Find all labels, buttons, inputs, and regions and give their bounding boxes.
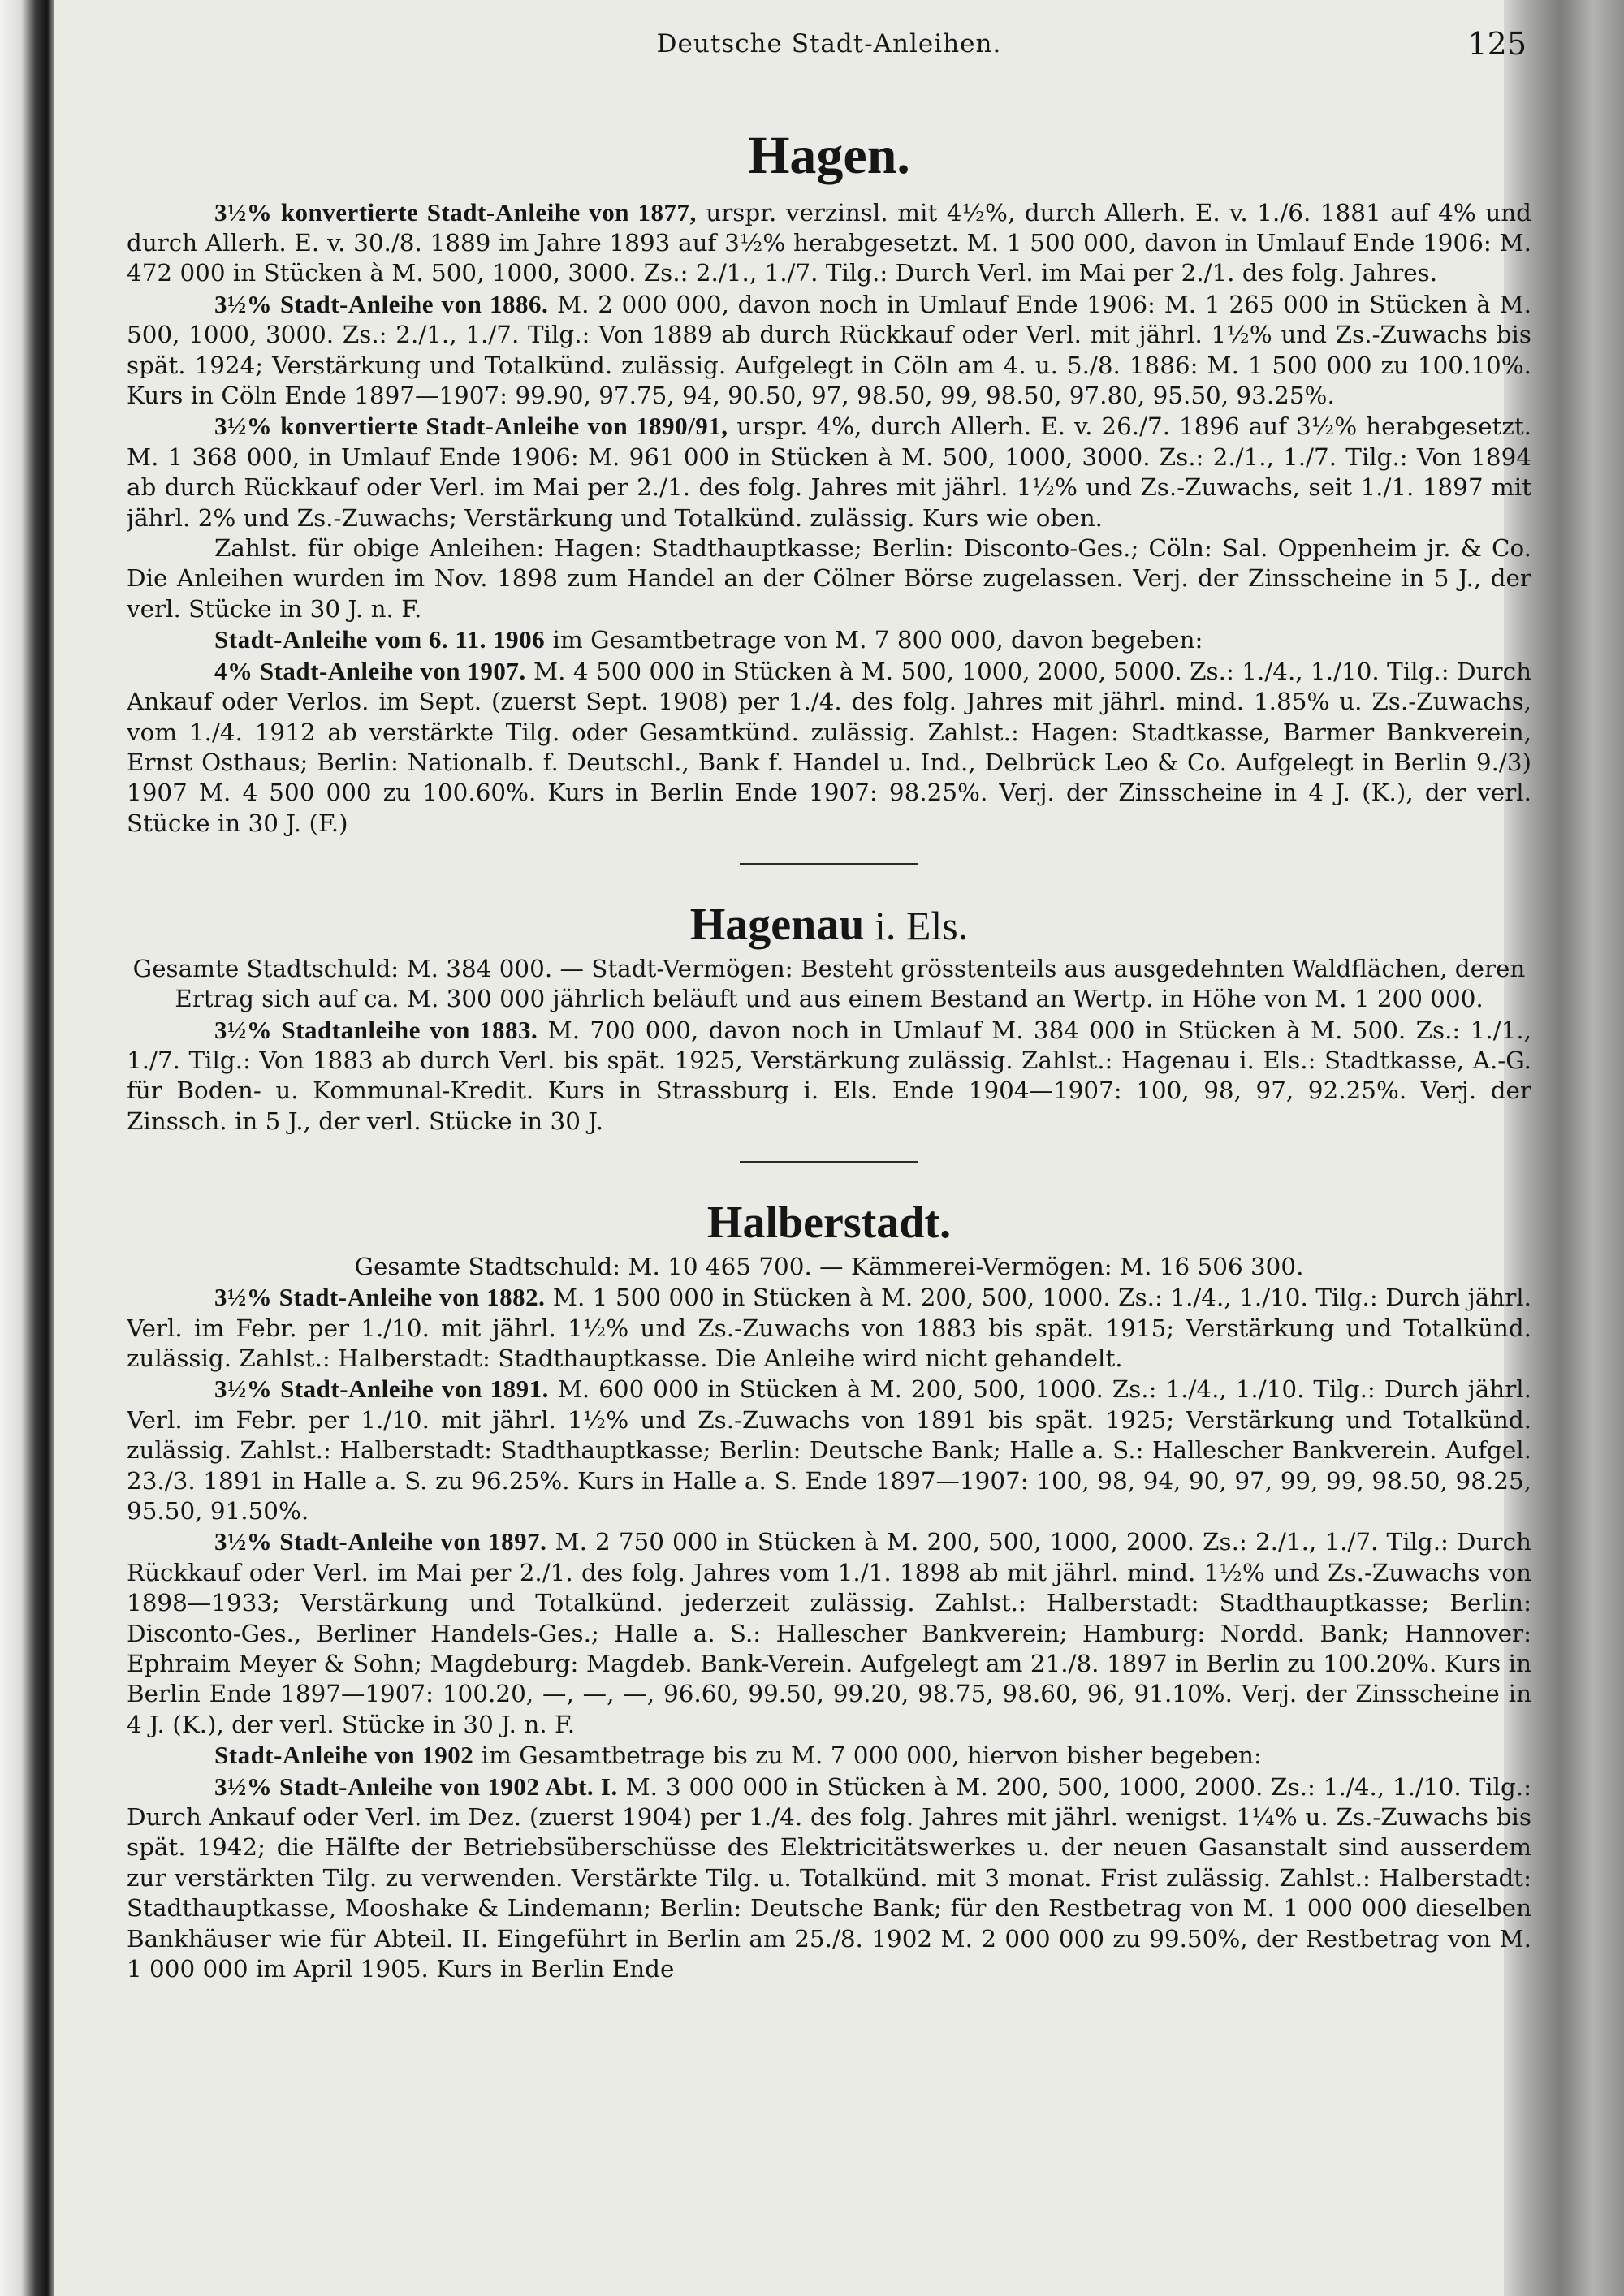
section-title-halberstadt: Halberstadt. [706, 1198, 952, 1249]
section-hagenau [127, 900, 1531, 1137]
paragraph: Zahlst. für obige Anleihen: Hagen: Stadthauptkasse; Berlin: Disconto-Ges.; Cöln: Sal. Oppenheim jr. & Co. Die Anleihen wurden im Nov. 1898 zum Handel an der Cölner Börse zugelassen. Verj. der Zinsscheine in 5 J., der verl. Stücke in 30 J. n. F. [127, 534, 1531, 623]
text-column [127, 24, 1531, 2281]
loan-details: M. 4 500 000 in Stücken à M. 500, 1000, 2000, 5000. Zs.: 1./4., 1./10. Tilg.: Durch Ankauf oder Verlos. im Sept. (zuerst Sept. 1908) per 1./4. des folg. Jahres mit jährl. mind. 1.85% u. Zs.-Zuwachs, vom 1./4. 1912 ab verstärkte Tilg. oder Gesamtkünd. zulässig. Zahlst.: Hagen: Stadtkasse, Barmer Bankverein, Ernst Osthaus; Berlin: Nationalb. f. Deutschl., Bank f. Handel u. Ind., Delbrück Leo & Co. Aufgelegt in Berlin 9./3) 1907 M. 4 500 000 zu 100.60%. Kurs in Berlin Ende 1907: 98.25%. Verj. der Zinsscheine in 4 J. (K.), der verl. Stücke in 30 J. (F.) [127, 657, 1531, 837]
loan-details: urspr. 4%, durch Allerh. E. v. 26./7. 1896 auf 3½% herabgesetzt. M. 1 368 000, in Umlauf Ende 1906: M. 961 000 in Stücken à M. 500, 1000, 3000. Zs.: 2./1., 1./7. Tilg.: Von 1894 ab durch Rückkauf oder Verl. im Mai per 2./1. des folg. Jahres mit jährl. 1½% und Zs.-Zuwachs, seit 1./1. 1897 mit jährl. 2% und Zs.-Zuwachs; Verstärkung und Totalkünd. zulässig. Kurs wie oben. [127, 412, 1531, 532]
running-header [127, 24, 1531, 70]
paragraph [127, 411, 1531, 533]
loan-details: urspr. verzinsl. mit 4½%, durch Allerh. E. v. 1./6. 1881 auf 4% und durch Allerh. E. v. 30./8. 1889 im Jahre 1893 auf 3½% herabgesetzt. M. 1 500 000, davon in Umlauf Ende 1906: M. 472 000 in Stücken à M. 500, 1000, 3000. Zs.: 2./1., 1./7. Tilg.: Durch Verl. im Mai per 2./1. des folg. Jahres. [127, 198, 1531, 287]
loan-heading: Stadt-Anleihe von 1902 [214, 1741, 474, 1770]
section-title-hagen: Hagen. [748, 126, 910, 185]
paragraph [127, 1015, 1531, 1137]
running-title: Deutsche Stadt-Anleihen. [656, 29, 1002, 58]
paragraph [127, 624, 1531, 655]
loan-heading: 3½% Stadt-Anleihe von 1886. [214, 289, 549, 318]
section-hagen [127, 127, 1531, 839]
section-title-hagenau [127, 900, 1531, 951]
paragraph [127, 1374, 1531, 1526]
loan-heading: 3½% Stadt-Anleihe von 1882. [214, 1283, 546, 1312]
paragraph: Gesamte Stadtschuld: M. 10 465 700. — Kämmerei-Vermögen: M. 16 506 300. [354, 1252, 1304, 1280]
loan-heading: 4% Stadt-Anleihe von 1907. [214, 656, 526, 685]
loan-heading: Stadt-Anleihe vom 6. 11. 1906 [214, 625, 546, 654]
loan-heading: 3½% Stadt-Anleihe von 1902 Abt. I. [214, 1772, 618, 1801]
paragraph [127, 289, 1531, 412]
loan-heading: 3½% konvertierte Stadt-Anleihe von 1877, [214, 197, 697, 227]
loan-heading: 3½% konvertierte Stadt-Anleihe von 1890/91, [214, 412, 728, 441]
paragraph [127, 1526, 1531, 1740]
loan-details: M. 700 000, davon noch in Umlauf M. 384 000 in Stücken à M. 500. Zs.: 1./1., 1./7. Tilg.: Von 1883 ab durch Verl. bis spät. 1925, Verstärkung zulässig. Zahlst.: Hagenau i. Els.: Stadtkasse, A.-G. für Boden- u. Kommunal-Kredit. Kurs in Strassburg i. Els. Ende 1904—1907: 100, 98, 97, 92.25%. Verj. der Zinssch. in 5 J., der verl. Stücke in 30 J. [127, 1016, 1531, 1135]
loan-heading: 3½% Stadt-Anleihe von 1891. [214, 1375, 549, 1404]
title-suffix: i. Els. [864, 903, 969, 949]
paragraph [127, 656, 1531, 839]
loan-details: M. 2 750 000 in Stücken à M. 200, 500, 1000, 2000. Zs.: 2./1., 1./7. Tilg.: Durch Rückkauf oder Verl. im Mai per 2./1. des folg. Jahres vom 1./1. 1898 ab mit jährl. mind. 1½% und Zs.-Zuwachs von 1898—1933; Verstärkung und Totalkünd. jederzeit zulässig. Zahlst.: Halberstadt: Stadthauptkasse; Berlin: Disconto-Ges., Berliner Handels-Ges.; Halle a. S.: Hallescher Bankverein; Hamburg: Nordd. Bank; Hannover: Ephraim Meyer & Sohn; Magdeburg: Magdeb. Bank-Verein. Aufgelegt am 21./8. 1897 in Berlin zu 100.20%. Kurs in Berlin Ende 1897—1907: 100.20, —, —, —, 96.60, 99.50, 99.20, 98.75, 98.60, 96, 91.10%. Verj. der Zinsscheine in 4 J. (K.), der verl. Stücke in 30 J. n. F. [127, 1528, 1531, 1738]
scan-left-margin [0, 0, 54, 2296]
loan-details: im Gesamtbetrage von M. 7 800 000, davon begeben: [545, 626, 1203, 654]
paragraph [127, 197, 1531, 289]
loan-heading: 3½% Stadtanleihe von 1883. [214, 1015, 538, 1044]
section-divider [740, 863, 918, 865]
page-number: 125 [1467, 26, 1527, 62]
paragraph: Gesamte Stadtschuld: M. 384 000. — Stadt-Vermögen: Besteht grösstenteils aus ausgedehnten Waldflächen, deren Ertrag sich auf ca. M. 300 000 jährlich beläuft und aus einem Bestand an Wertp. in Höhe von M. 1 200 000. [132, 954, 1526, 1013]
loan-heading: 3½% Stadt-Anleihe von 1897. [214, 1527, 547, 1556]
loan-details: M. 600 000 in Stücken à M. 200, 500, 1000. Zs.: 1./4., 1./10. Tilg.: Durch jährl. Verl. im Febr. per 1./10. mit jährl. 1½% und Zs.-Zuwachs von 1891 bis spät. 1925; Verstärkung und Totalkünd. zulässig. Zahlst.: Halberstadt: Stadthauptkasse; Berlin: Deutsche Bank; Halle a. S.: Hallescher Bankverein. Aufgel. 23./3. 1891 in Halle a. S. zu 96.25%. Kurs in Halle a. S. Ende 1897—1907: 100, 98, 94, 90, 97, 99, 99, 98.50, 98.25, 95.50, 91.50%. [127, 1375, 1531, 1525]
paragraph [127, 1740, 1531, 1771]
book-page [54, 0, 1531, 2296]
paragraph [127, 1772, 1531, 1985]
section-divider [740, 1161, 918, 1163]
section-halberstadt [127, 1198, 1531, 1984]
loan-details: M. 2 000 000, davon noch in Umlauf Ende 1906: M. 1 265 000 in Stücken à M. 500, 1000, 3000. Zs.: 2./1., 1./7. Tilg.: Von 1889 ab durch Rückkauf oder Verl. mit jährl. 1½% und Zs.-Zuwachs bis spät. 1924; Verstärkung und Totalkünd. zulässig. Aufgelegt in Cöln am 4. u. 5./8. 1886: M. 1 500 000 zu 100.10%. Kurs in Cöln Ende 1897—1907: 99.90, 97.75, 94, 90.50, 97, 98.50, 99, 98.50, 97.80, 95.50, 93.25%. [127, 290, 1531, 410]
loan-details: M. 3 000 000 in Stücken à M. 200, 500, 1000, 2000. Zs.: 1./4., 1./10. Tilg.: Durch Ankauf oder Verl. im Dez. (zuerst 1904) per 1./4. des folg. Jahres mit jährl. wenigst. 1¼% u. Zs.-Zuwachs bis spät. 1942; die Hälfte der Betriebsüberschüsse des Elektricitätswerkes u. der neuen Gasanstalt sind ausserdem zur verstärkten Tilg. zu verwenden. Verstärkte Tilg. u. Totalkünd. mit 3 monat. Frist zulässig. Zahlst.: Halberstadt: Stadthauptkasse, Mooshake & Lindemann; Berlin: Deutsche Bank; für den Restbetrag von M. 1 000 000 dieselben Bankhäuser wie für Abteil. II. Eingeführt in Berlin am 25./8. 1902 M. 2 000 000 zu 99.50%, der Restbetrag von M. 1 000 000 im April 1905. Kurs in Berlin Ende [127, 1772, 1531, 1983]
loan-details: im Gesamtbetrage bis zu M. 7 000 000, hiervon bisher begeben: [473, 1741, 1262, 1770]
title-main: Hagenau [689, 900, 865, 951]
loan-details: M. 1 500 000 in Stücken à M. 200, 500, 1000. Zs.: 1./4., 1./10. Tilg.: Durch jährl. Verl. im Febr. per 1./10. mit jährl. 1½% und Zs.-Zuwachs von 1883 bis spät. 1915; Verstärkung und Totalkünd. zulässig. Zahlst.: Halberstadt: Stadthauptkasse. Die Anleihe wird nicht gehandelt. [127, 1284, 1531, 1372]
paragraph [127, 1282, 1531, 1374]
